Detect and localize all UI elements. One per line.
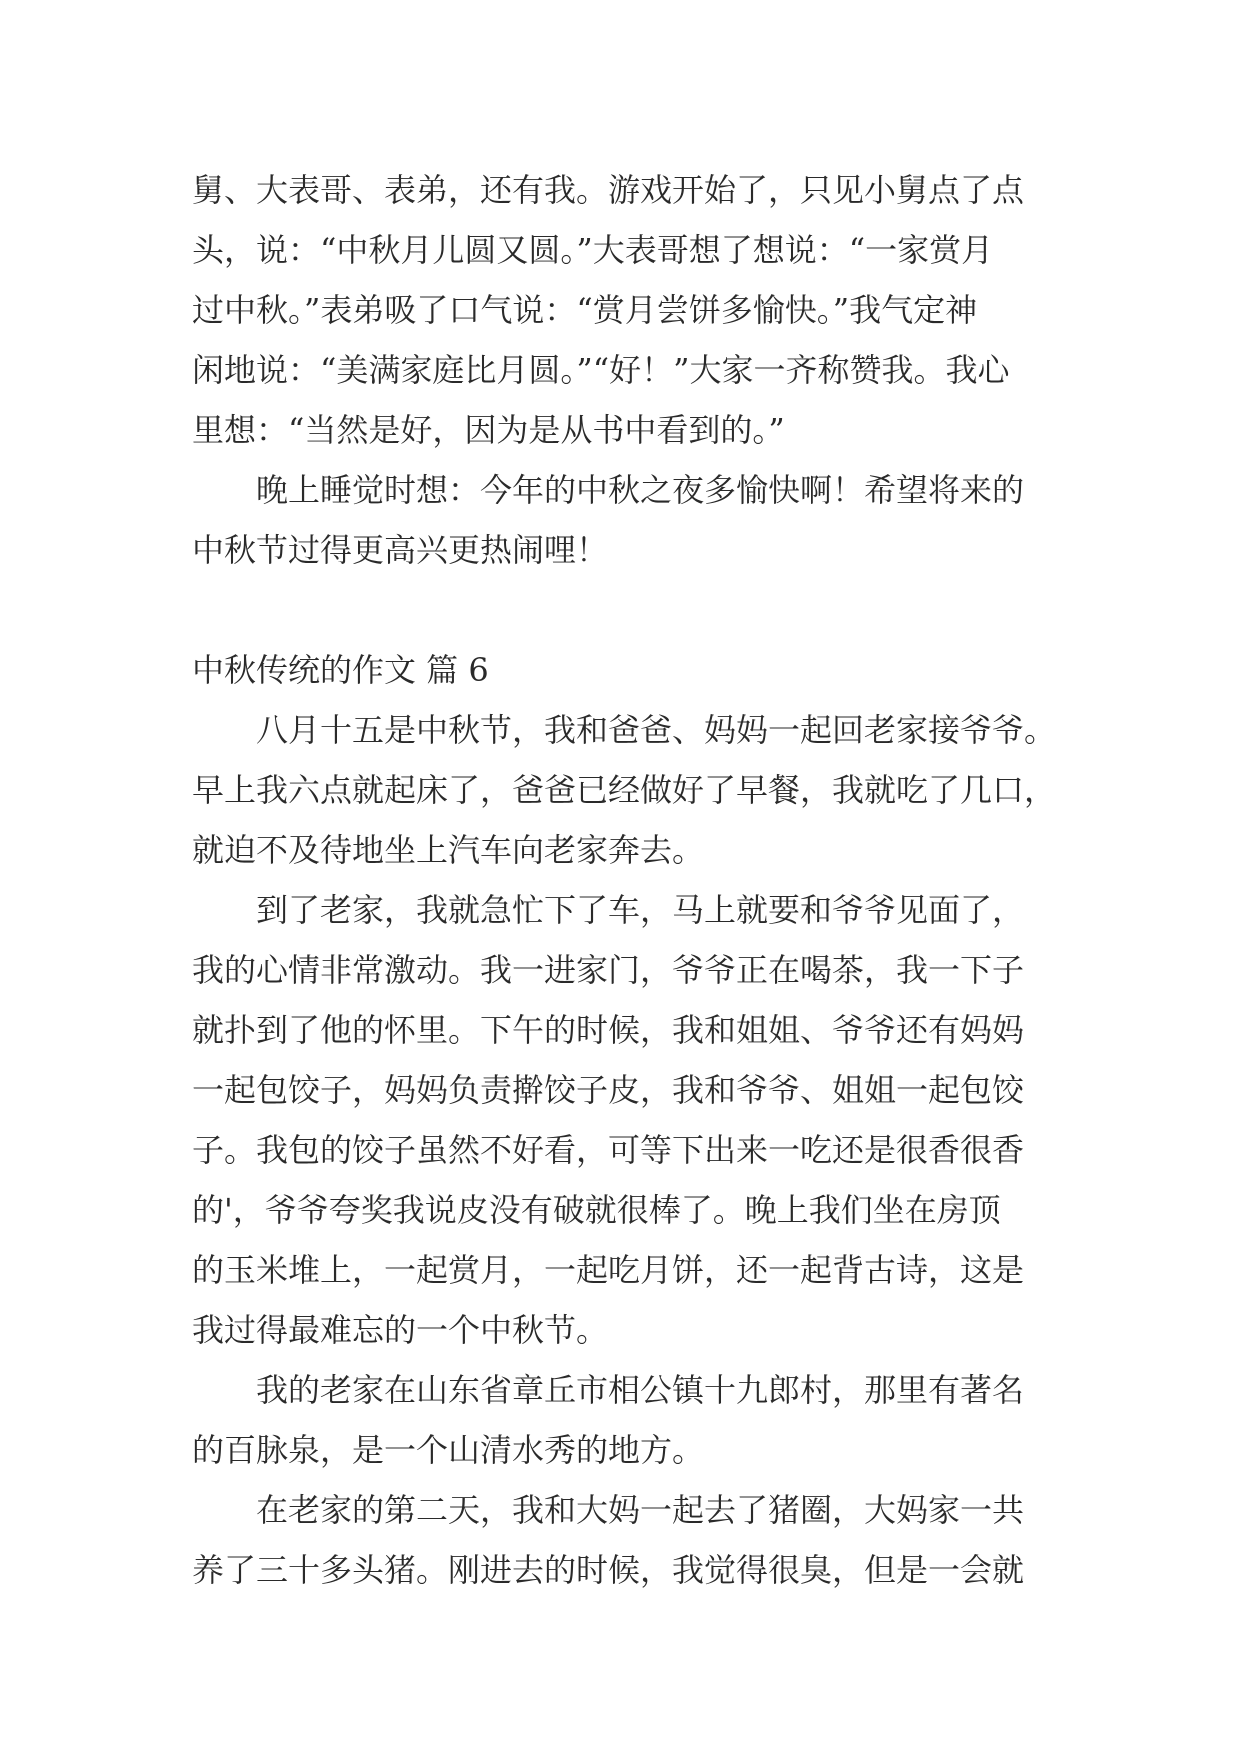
paragraph-3 (192, 1360, 1062, 1480)
text-line: 过中秋。”表弟吸了口气说：“赏月尝饼多愉快。”我气定神 (192, 291, 978, 329)
text-line: 养了三十多头猪。刚进去的时候，我觉得很臭，但是一会就 (192, 1551, 1025, 1589)
text-line: 就迫不及待地坐上汽车向老家奔去。 (192, 831, 705, 869)
paragraph-4 (192, 1480, 1062, 1600)
text-line: 的'，爷爷夸奖我说皮没有破就很棒了。晚上我们坐在房顶 (192, 1191, 1001, 1229)
section-heading: 中秋传统的作文 篇 6 (192, 651, 489, 689)
text-line: 八月十五是中秋节，我和爸爸、妈妈一起回老家接爷爷。 (256, 711, 1057, 749)
text-line: 我的老家在山东省章丘市相公镇十九郎村，那里有著名 (256, 1371, 1025, 1409)
text-line: 闲地说：“美满家庭比月圆。”“好！”大家一齐称赞我。我心 (192, 351, 1010, 389)
text-line: 舅、大表哥、表弟，还有我。游戏开始了，只见小舅点了点 (192, 171, 1025, 209)
text-line: 就扑到了他的怀里。下午的时候，我和姐姐、爷爷还有妈妈 (192, 1011, 1025, 1049)
text-line: 到了老家，我就急忙下了车，马上就要和爷爷见面了， (256, 891, 1025, 929)
paragraph-1 (192, 700, 1062, 880)
paragraph-evening (192, 460, 1062, 580)
text-line: 一起包饺子，妈妈负责擀饺子皮，我和爷爷、姐姐一起包饺 (192, 1071, 1025, 1109)
text-line: 我过得最难忘的一个中秋节。 (192, 1311, 609, 1349)
text-line: 在老家的第二天，我和大妈一起去了猪圈，大妈家一共 (256, 1491, 1025, 1529)
text-line: 晚上睡觉时想：今年的中秋之夜多愉快啊！希望将来的 (256, 471, 1025, 509)
paragraph-2 (192, 880, 1062, 1360)
text-line: 里想：“当然是好，因为是从书中看到的。” (192, 411, 785, 449)
text-line: 的百脉泉，是一个山清水秀的地方。 (192, 1431, 705, 1469)
text-line: 我的心情非常激动。我一进家门，爷爷正在喝茶，我一下子 (192, 951, 1025, 989)
text-line: 头，说：“中秋月儿圆又圆。”大表哥想了想说：“一家赏月 (192, 231, 994, 269)
text-line: 子。我包的饺子虽然不好看，可等下出来一吃还是很香很香 (192, 1131, 1025, 1169)
text-line: 早上我六点就起床了，爸爸已经做好了早餐，我就吃了几口， (192, 771, 1057, 809)
document-page (192, 160, 1062, 1600)
section-spacer (192, 580, 1062, 640)
text-line: 中秋节过得更高兴更热闹哩！ (192, 531, 609, 569)
text-line: 的玉米堆上，一起赏月，一起吃月饼，还一起背古诗，这是 (192, 1251, 1025, 1289)
paragraph-continued (192, 160, 1062, 460)
